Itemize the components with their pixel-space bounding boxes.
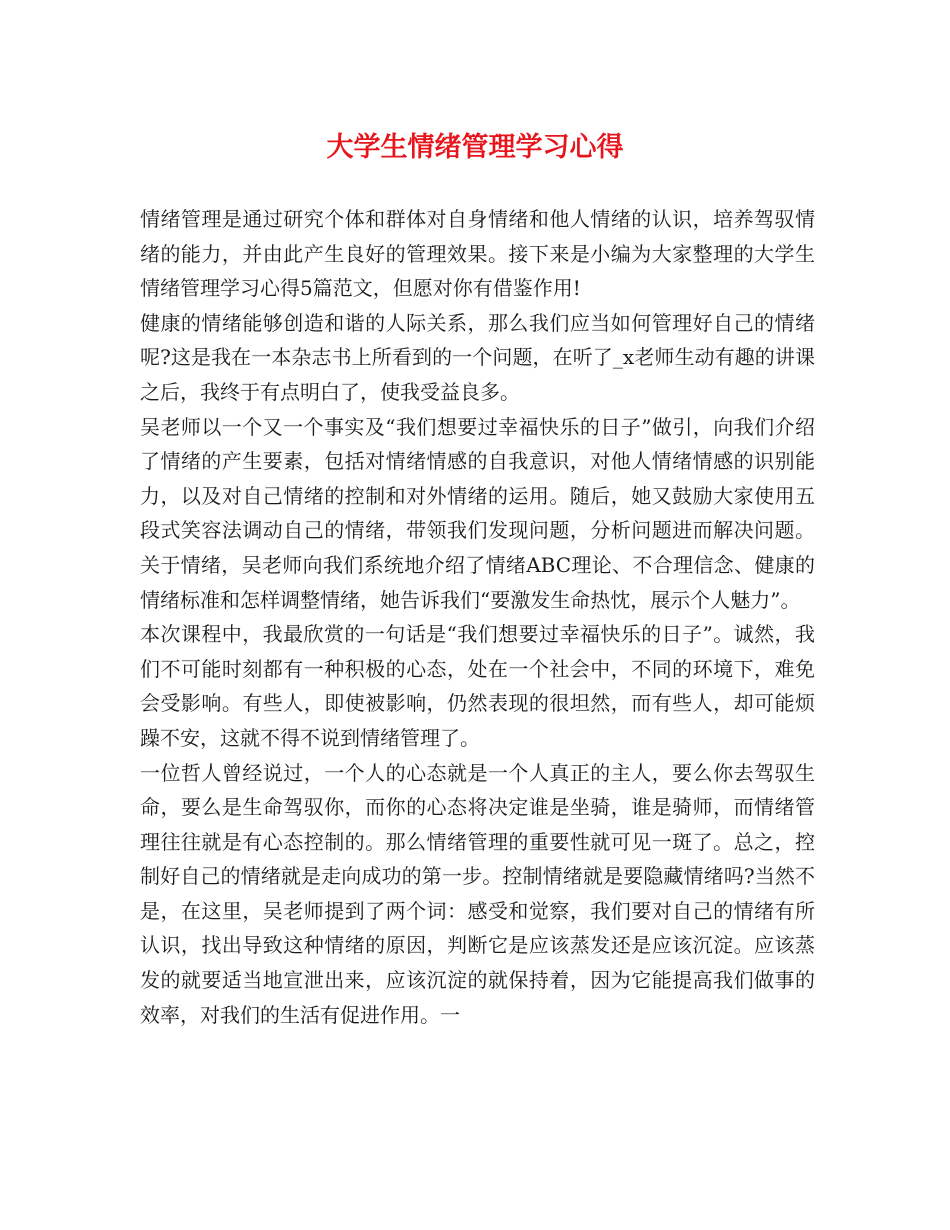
paragraph-2: 健康的情绪能够创造和谐的人际关系，那么我们应当如何管理好自己的情绪呢?这是我在一本杂志书上所看到的一个问题，在听了_x老师生动有趣的讲课之后，我终于有点明白了，使我受益良多。	[140, 310, 815, 404]
paragraph-5: 一位哲人曾经说过，一个人的心态就是一个人真正的主人，要么你去驾驭生命，要么是生命驾驭你，而你的心态将决定谁是坐骑，谁是骑师，而情绪管理往往就是有心态控制的。那么情绪管理的重要性就可见一斑了。总之，控制好自己的情绪就是走向成功的第一步。控制情绪就是要隐藏情绪吗?当然不是，在这里，吴老师提到了两个词：感受和觉察，我们要对自己的情绪有所认识，找出导致这种情绪的原因，判断它是应该蒸发还是应该沉淀。应该蒸发的就要适当地宣泄出来，应该沉淀的就保持着，因为它能提高我们做事的效率，对我们的生活有促进作用。一	[140, 760, 815, 1027]
page-title: 大学生情绪管理学习心得	[326, 132, 624, 163]
paragraph-4: 本次课程中，我最欣赏的一句话是“我们想要过幸福快乐的日子”。诚然，我们不可能时刻都有一种积极的心态，处在一个社会中，不同的环境下，难免会受影响。有些人，即使被影响，仍然表现的很坦然，而有些人，却可能烦躁不安，这就不得不说到情绪管理了。	[140, 622, 815, 750]
document-body	[140, 202, 815, 1032]
paragraph-1: 情绪管理是通过研究个体和群体对自身情绪和他人情绪的认识，培养驾驭情绪的能力，并由此产生良好的管理效果。接下来是小编为大家整理的大学生情绪管理学习心得5篇范文，但愿对你有借鉴作用!	[140, 207, 815, 301]
paragraph-3: 吴老师以一个又一个事实及“我们想要过幸福快乐的日子”做引，向我们介绍了情绪的产生要素，包括对情绪情感的自我意识，对他人情绪情感的识别能力，以及对自己情绪的控制和对外情绪的运用。随后，她又鼓励大家使用五段式笑容法调动自己的情绪，带领我们发现问题，分析问题进而解决问题。关于情绪，吴老师向我们系统地介绍了情绪ABC理论、不合理信念、健康的情绪标准和怎样调整情绪，她告诉我们“要激发生命热忱，展示个人魅力”。	[140, 414, 815, 612]
